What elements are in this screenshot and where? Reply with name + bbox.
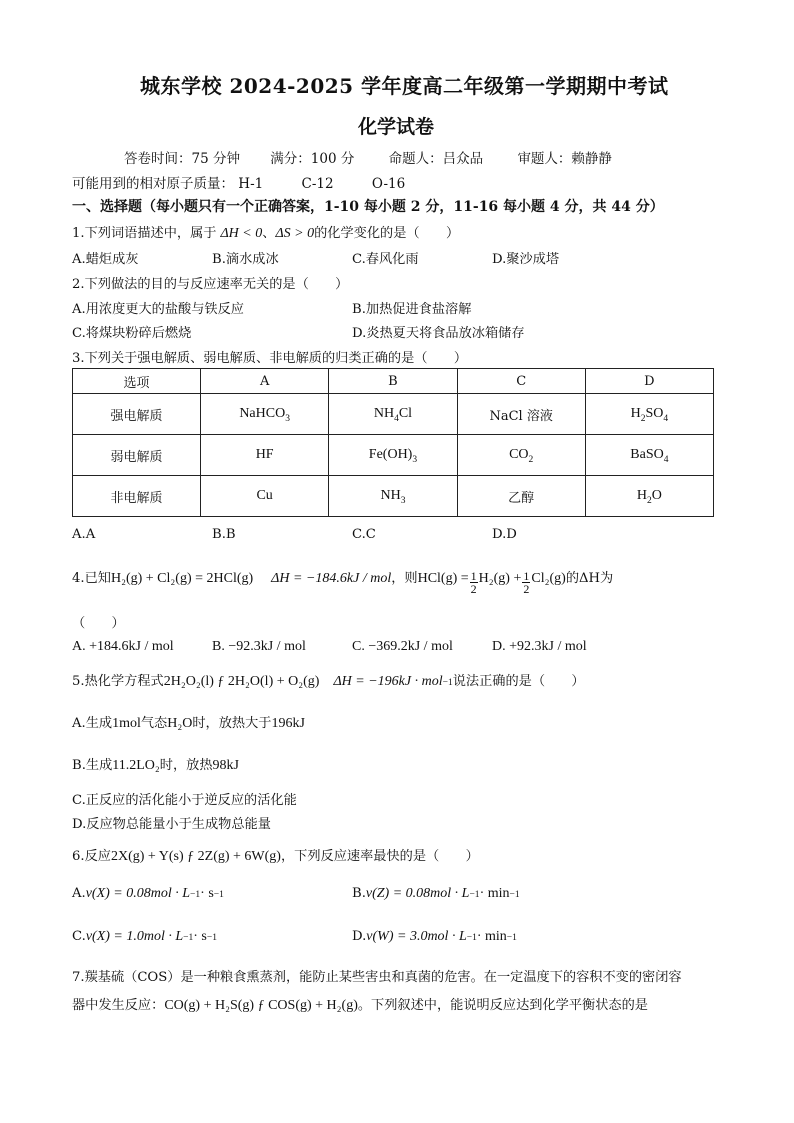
- half-fraction: $\frac{1}{2}$: [523, 569, 530, 596]
- q4-stem: [72, 567, 613, 597]
- table-header-cell: B: [329, 369, 457, 394]
- row-label: 强电解质: [73, 394, 201, 435]
- q6-d-label: D.: [352, 929, 367, 944]
- q5-stem-end: 说法正确的是（ ）: [452, 674, 585, 689]
- exam-score: 满分：100 分: [270, 151, 355, 167]
- q6-stem-text: 6.反应: [72, 849, 111, 864]
- table-header-row: [73, 369, 714, 394]
- table-row: [73, 394, 714, 435]
- exam-time: 答卷时间：75 分钟: [124, 151, 240, 167]
- table-cell: [329, 435, 457, 476]
- q6-equation: 2X(g) + Y(s) ƒ 2Z(g) + 6W(g): [110, 849, 281, 864]
- q6-option-a[interactable]: A. v(X) = 0.08mol · L −1 · s −1: [72, 886, 224, 901]
- q4-delta-h: ΔH = −184.6kJ / mol: [271, 571, 392, 586]
- table-cell: $NH_3$: [329, 476, 457, 517]
- q5-option-c[interactable]: C.正反应的活化能小于逆反应的活化能: [72, 793, 297, 808]
- q1-stem-end: 的化学变化的是（ ）: [314, 226, 460, 241]
- q6-stem: [72, 845, 479, 865]
- q6-stem-end: ，下列反应速率最快的是（ ）: [280, 849, 479, 864]
- q7-line1: 7.羰基硫（COS）是一种粮食熏蒸剂，能防止某些害虫和真菌的危害。在一定温度下的容积不变的密闭容: [72, 970, 682, 985]
- q5-a-text: A.生成: [72, 716, 113, 731]
- q5-equation: 2H₂O₂(l) ƒ 2H₂O(l) + O₂(g): [163, 674, 320, 689]
- q4-blank: （ ）: [72, 616, 125, 631]
- table-cell: $H_2SO_4$: [585, 394, 713, 435]
- q4-option-b[interactable]: B. −92.3kJ / mol: [212, 639, 306, 654]
- q3-option-a[interactable]: A.A: [72, 527, 96, 542]
- q5-a-gas: 气态: [140, 716, 168, 731]
- q5-option-a[interactable]: [72, 712, 305, 732]
- table-header-cell: 选项: [73, 369, 201, 394]
- q1-stem: [72, 222, 459, 242]
- q3-option-b[interactable]: B.B: [212, 527, 236, 542]
- q5-b-text: B.生成: [72, 758, 113, 773]
- q3-stem: 3.下列关于强电解质、弱电解质、非电解质的归类正确的是（ ）: [72, 351, 468, 366]
- cu-symbol: Cu: [256, 488, 273, 503]
- q7-line2: [72, 994, 648, 1014]
- q1-option-a[interactable]: A.蜡炬成灰: [72, 252, 139, 267]
- q4-stem-end: 的ΔH为: [565, 571, 614, 586]
- q6-c-label: C.: [72, 929, 86, 944]
- q6-option-d[interactable]: D. v(W) = 3.0mol · L −1 · min −1: [352, 929, 517, 944]
- q6-option-c[interactable]: C. v(X) = 1.0mol · L −1 · s −1: [72, 929, 217, 944]
- fe-symbol: Fe: [368, 447, 383, 462]
- q5-b-value: 98kJ: [212, 758, 239, 773]
- table-header-cell: C: [457, 369, 585, 394]
- table-row: [73, 476, 714, 517]
- table-header-cell: D: [585, 369, 713, 394]
- q2-option-c[interactable]: C.将煤块粉碎后燃烧: [72, 326, 192, 341]
- q4-option-a[interactable]: A. +184.6kJ / mol: [72, 639, 174, 654]
- q6-a-expr: v(X) = 0.08mol · L: [85, 886, 191, 901]
- q6-a-label: A.: [72, 886, 86, 901]
- oh-group: (OH): [382, 447, 413, 462]
- q1-delta-h: ΔH < 0: [220, 226, 263, 241]
- page-subtitle: 化学试卷: [358, 116, 435, 138]
- table-cell: BaSO$_4$: [585, 435, 713, 476]
- q3-table: [72, 368, 714, 517]
- atomic-o: O-16: [371, 176, 406, 192]
- row-label: 弱电解质: [73, 435, 201, 476]
- atomic-h: H-1: [238, 176, 264, 192]
- atomic-mass-label: 可能用到的相对原子质量：: [72, 176, 234, 192]
- table-cell: [457, 476, 585, 517]
- table-cell: $NH_4Cl$: [329, 394, 457, 435]
- table-row: [73, 435, 714, 476]
- q6-b-unit: · min: [479, 886, 510, 901]
- q4-stem-text: 4.已知: [72, 571, 111, 586]
- table-cell: [200, 476, 328, 517]
- table-header-cell: A: [200, 369, 328, 394]
- row-label: 非电解质: [73, 476, 201, 517]
- q6-option-b[interactable]: B. v(Z) = 0.08mol · L −1 · min −1: [352, 886, 520, 901]
- q1-sep: 、: [262, 226, 276, 241]
- q7-equation: CO(g) + H₂S(g) ƒ COS(g) + H₂(g): [164, 998, 358, 1013]
- atomic-mass-line: [72, 172, 405, 192]
- q4-option-d[interactable]: D. +92.3kJ / mol: [492, 639, 587, 654]
- q3-option-c[interactable]: C.C: [352, 527, 376, 542]
- nacl-solution: NaCl 溶液: [489, 408, 553, 424]
- q6-c-unit: · s: [193, 929, 207, 944]
- q6-c-expr: v(X) = 1.0mol · L: [85, 929, 184, 944]
- q2-option-a[interactable]: A.用浓度更大的盐酸与铁反应: [72, 302, 244, 317]
- table-cell: [457, 394, 585, 435]
- q5-b-text2: 时，放热: [159, 758, 213, 773]
- q5-a-h2o: H₂O: [167, 716, 193, 731]
- table-cell: HF: [200, 435, 328, 476]
- q5-stem-text: 5.热化学方程式: [72, 674, 164, 689]
- exam-reviewer: 审题人：赖静静: [517, 151, 612, 167]
- exam-info: [124, 147, 612, 167]
- q1-option-d[interactable]: D.聚沙成塔: [492, 252, 560, 267]
- q4-eq2-left: HCl(g) =: [417, 571, 469, 586]
- q6-d-unit: · min: [476, 929, 507, 944]
- q5-a-value: 196kJ: [271, 716, 305, 731]
- table-cell: $CO_2$: [457, 435, 585, 476]
- table-cell: $H_2O$: [585, 476, 713, 517]
- q2-option-b[interactable]: B.加热促进食盐溶解: [352, 302, 472, 317]
- q5-option-d[interactable]: D.反应物总能量小于生成物总能量: [72, 817, 271, 832]
- atomic-c: C-12: [301, 176, 334, 192]
- ethanol: 乙醇: [508, 490, 535, 506]
- q2-option-d[interactable]: D.炎热夏天将食品放冰箱储存: [352, 326, 525, 341]
- q5-a-mol: 1mol: [112, 716, 141, 731]
- q4-mid: ，则: [391, 571, 418, 586]
- q1-delta-s: ΔS > 0: [275, 226, 315, 241]
- q5-b-volume: 11.2LO₂: [112, 758, 160, 773]
- q1-option-b[interactable]: B.滴水成冰: [212, 252, 279, 267]
- half-fraction: $\frac{1}{2}$: [470, 569, 477, 596]
- q4-equation: H₂(g) + Cl₂(g) = 2HCl(g): [110, 571, 254, 586]
- q5-delta-h: ΔH = −196kJ · mol: [333, 674, 443, 689]
- page-title: 城东学校 2024-2025 学年度高二年级第一学期期中考试: [140, 74, 669, 98]
- oh-subscript: 3: [412, 454, 418, 465]
- q2-stem: 2.下列做法的目的与反应速率无关的是（ ）: [72, 277, 349, 292]
- q7-text: 器中发生反应：: [72, 998, 165, 1013]
- q7-text-end: 。下列叙述中，能说明反应达到化学平衡状态的是: [357, 998, 648, 1013]
- q4-eq2-cl: Cl₂(g): [531, 571, 566, 586]
- q4-eq2-h: H₂(g) +: [478, 571, 522, 586]
- q5-a-text2: 时，放热大于: [192, 716, 272, 731]
- q1-stem-text: 1.下列词语描述中，属于: [72, 226, 217, 241]
- q1-option-c[interactable]: C.春风化雨: [352, 252, 419, 267]
- section-heading: 一、选择题（每小题只有一个正确答案，1-10 每小题 2 分，11-16 每小题 4 分，共 44 分）: [72, 199, 664, 215]
- q6-b-expr: v(Z) = 0.08mol · L: [365, 886, 470, 901]
- q3-option-d[interactable]: D.D: [492, 527, 517, 542]
- q6-a-unit: · s: [200, 886, 214, 901]
- q6-d-expr: v(W) = 3.0mol · L: [366, 929, 467, 944]
- table-cell: NaHCO$_3$: [200, 394, 328, 435]
- q4-option-c[interactable]: C. −369.2kJ / mol: [352, 639, 453, 654]
- q6-b-label: B.: [352, 886, 366, 901]
- q5-option-b[interactable]: [72, 754, 239, 774]
- q5-stem: 5.热化学方程式 2H₂O₂(l) ƒ 2H₂O(l) + O₂(g) ΔH = −196kJ · mol −1 说法正确的是（ ）: [72, 670, 585, 690]
- exam-author: 命题人：吕众品: [388, 151, 484, 167]
